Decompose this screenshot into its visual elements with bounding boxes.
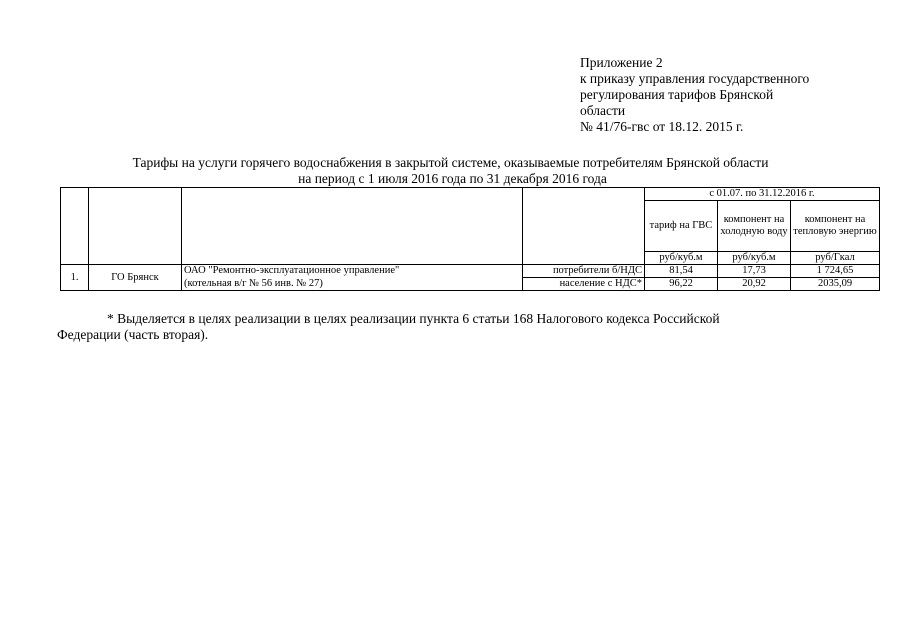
appendix-order-number: № 41/76-гвс от 18.12. 2015 г.: [580, 119, 744, 134]
value-cell: 17,73: [718, 265, 791, 278]
row-number: 1.: [61, 265, 89, 291]
unit-cell: руб/Гкал: [791, 252, 880, 265]
organization-name: ОАО "Ремонтно-эксплуатационное управление": [182, 265, 523, 278]
table-header-cell: [89, 188, 182, 265]
document-title-line1: Тарифы на услуги горячего водоснабжения в закрытой системе, оказываемые потребителям Брянской области: [132, 155, 769, 170]
document-title-line2: на период с 1 июля 2016 года по 31 декабря 2016 года: [298, 171, 607, 186]
table-header-cell: [182, 188, 523, 265]
municipality-cell: ГО Брянск: [89, 265, 182, 291]
appendix-line: области: [580, 103, 626, 118]
period-header: с 01.07. по 31.12.2016 г.: [645, 188, 880, 201]
value-cell: 96,22: [645, 278, 718, 291]
unit-cell: руб/куб.м: [718, 252, 791, 265]
appendix-line: к приказу управления государственного: [580, 71, 810, 86]
col-header-gvs-tariff: тариф на ГВС: [645, 201, 718, 252]
appendix-header: [580, 55, 809, 135]
appendix-line: регулирования тарифов Брянской: [580, 87, 774, 102]
organization-boiler: (котельная в/г № 56 инв. № 27): [182, 278, 523, 291]
value-cell: 81,54: [645, 265, 718, 278]
value-cell: 2035,09: [791, 278, 880, 291]
col-header-cold-water: компонент на холодную воду: [718, 201, 791, 252]
document-title: [0, 155, 905, 171]
footnote: [57, 311, 817, 343]
consumer-group: потребители б/НДС: [523, 265, 645, 278]
value-cell: 1 724,65: [791, 265, 880, 278]
col-header-heat-energy: компонент на тепловую энергию: [791, 201, 880, 252]
footnote-line1: * Выделяется в целях реализации в целях реализации пункта 6 статьи 168 Налогового кодекса Российской: [107, 311, 720, 326]
consumer-group: население с НДС*: [523, 278, 645, 291]
table-header-cell: [523, 188, 645, 265]
appendix-line: Приложение 2: [580, 55, 663, 70]
table-row: [61, 278, 880, 291]
table-header-row: [61, 188, 880, 201]
table-header-cell: [61, 188, 89, 265]
document-period: [0, 171, 905, 187]
footnote-line2: Федерации (часть вторая).: [57, 327, 209, 342]
tariff-table: [60, 187, 880, 291]
table-row: [61, 265, 880, 278]
value-cell: 20,92: [718, 278, 791, 291]
unit-cell: руб/куб.м: [645, 252, 718, 265]
